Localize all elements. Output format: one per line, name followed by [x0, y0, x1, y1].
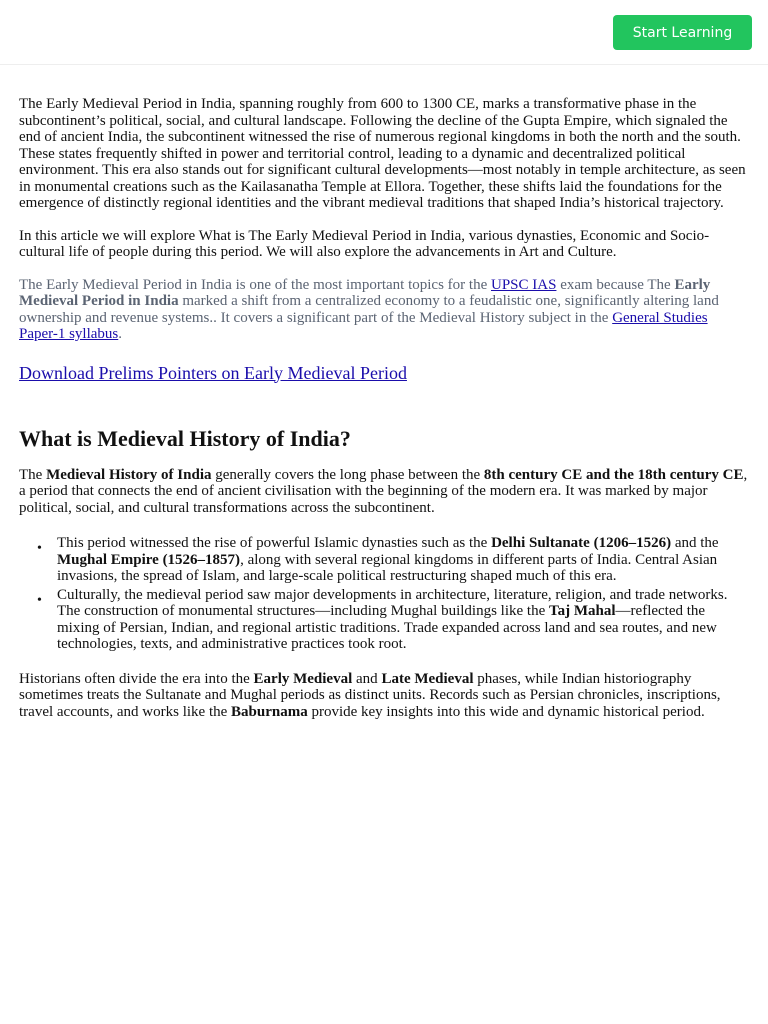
intro-paragraph: The Early Medieval Period in India, spanning roughly from 600 to 1300 CE, marks a transformative phase in the subcontinent’s political, social, and cultural landscape. Following the decline of the Gupta Empire, which signaled the end of ancient India, the subcontinent witnessed the rise of numerous regional kingdoms in both the north and the south. These states frequently shifted in power and territorial control, leading to a dynamic and decentralized political environment. This era also stands out for significant cultural developments—most notably in temple architecture, as seen in monumental creations such as the Kailasanatha Temple at Ellora. Together, these shifts laid the foundations for the emergence of distinctly regional identities and the vibrant medieval traditions that shaped India’s historical trajectory.	[19, 96, 746, 211]
top-bar	[0, 0, 768, 65]
upsc-text-1: The Early Medieval Period in India is one of the most important topics for the	[19, 276, 491, 293]
closing-paragraph	[19, 671, 749, 721]
gs-paper-1-syllabus-link[interactable]: General Studies Paper-1 syllabus	[19, 309, 708, 342]
bullet-text: Culturally, the medieval period saw major developments in architecture, literature, religion, and trade networks. The construction of monumental structures—including Mughal buildings like the	[57, 586, 728, 619]
upsc-paragraph	[19, 277, 749, 343]
bullet-bold: Delhi Sultanate (1206–1526)	[491, 535, 672, 551]
bullet-text: This period witnessed the rise of powerful Islamic dynasties such as the	[57, 535, 492, 551]
upsc-text-2: exam because The	[556, 276, 675, 293]
upsc-text-4: .	[118, 326, 123, 342]
closing-bold-1: Early Medieval	[253, 670, 353, 687]
start-learning-button[interactable]: Start Learning	[613, 15, 752, 50]
closing-text-2: and	[352, 670, 382, 687]
closing-bold-2: Late Medieval	[381, 670, 474, 687]
bullet-bold: Mughal Empire (1526–1857)	[57, 551, 241, 568]
bullet-text: —reflected the mixing of Persian, Indian, and regional artistic traditions. Trade expanded across land and sea routes, and new technologies, texts, and administrative practices took root.	[57, 603, 717, 652]
article-body	[19, 96, 749, 720]
bullet-bold: Taj Mahal	[549, 603, 616, 619]
section-heading: What is Medieval History of India?	[19, 425, 351, 451]
bullet-text: and the	[671, 535, 719, 551]
bullet-dot-icon: •	[37, 592, 42, 608]
upsc-bold-topic: Early Medieval Period in India	[19, 276, 711, 309]
def-text-3: , a period that connects the end of ancient civilisation with the beginning of the modern era. It was marked by major political, social, and cultural transformations across the subcontinent.	[19, 466, 748, 516]
bullet-text: , along with several regional kingdoms in different parts of India. Central Asian invasions, the spread of Islam, and large-scale political restructuring shaped much of this era.	[57, 551, 718, 584]
closing-text-3: phases, while Indian historiography sometimes treats the Sultanate and Mughal periods as distinct units. Records such as Persian chronicles, inscriptions, travel accounts, and works like the	[19, 670, 721, 720]
closing-text-4: provide key insights into this wide and dynamic historical period.	[307, 703, 705, 720]
upsc-text-3: marked a shift from a centralized economy to a feudalistic one, significantly altering land ownership and revenue systems.. It covers a significant part of the Medieval History subject in the	[19, 293, 719, 326]
closing-text-1: Historians often divide the era into the	[19, 670, 254, 687]
def-bold-1: Medieval History of India	[46, 466, 212, 483]
upsc-ias-link[interactable]: UPSC IAS	[490, 276, 557, 293]
closing-bold-3: Baburnama	[231, 703, 308, 720]
def-text-2: generally covers the long phase between the	[211, 466, 484, 483]
def-bold-2: 8th century CE and the 18th century CE	[483, 466, 744, 483]
explore-paragraph: In this article we will explore What is The Early Medieval Period in India, various dynasties, Economic and Socio-cultural life of people during this period. We will also explore the advancements in Art and Culture.	[19, 227, 710, 260]
download-prelims-pointers-link[interactable]: Download Prelims Pointers on Early Medieval Period	[19, 362, 407, 383]
list-item	[37, 535, 749, 585]
bullet-dot-icon: •	[37, 541, 42, 556]
def-text-1: The	[19, 466, 47, 483]
bullet-list	[19, 535, 749, 653]
definition-paragraph	[19, 467, 749, 517]
list-item	[37, 586, 749, 653]
